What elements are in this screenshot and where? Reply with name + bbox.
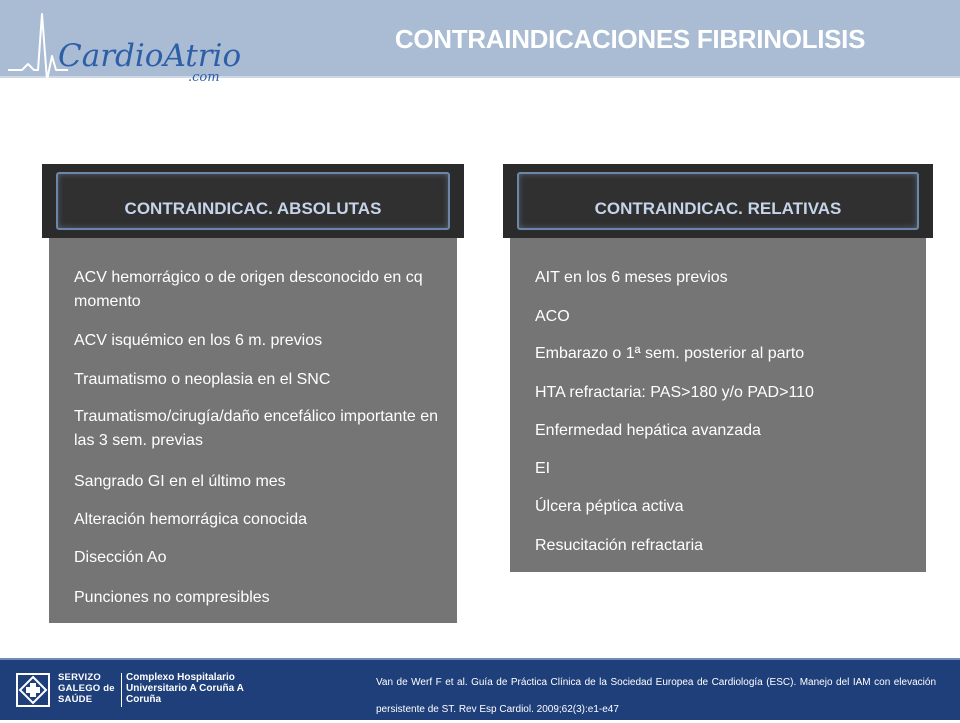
list-item: Resucitación refractaria — [535, 537, 704, 554]
org-name-hospital: Complexo Hospitalario Universitario A Coruña A Coruña — [126, 672, 244, 705]
cardioatrio-logo — [8, 4, 242, 85]
list-item: Sangrado GI en el último mes — [74, 473, 286, 490]
list-item: Punciones no compresibles — [74, 589, 270, 606]
absolutas-list — [49, 238, 457, 623]
page-title: CONTRAINDICACIONES FIBRINOLISIS — [394, 24, 866, 54]
absolutas-header — [42, 164, 464, 238]
list-item: ACV isquémico en los 6 m. previos — [74, 332, 323, 349]
list-item: ACV hemorrágico o de origen desconocido en cq momento — [74, 269, 423, 310]
org-name-sergas: SERVIZO GALEGO de SAÚDE — [58, 672, 115, 705]
absolutas-header-frame — [56, 172, 450, 230]
sergas-logo-icon — [16, 673, 50, 707]
list-item: AIT en los 6 meses previos — [535, 269, 728, 286]
relativas-header — [503, 164, 933, 238]
list-item: Embarazo o 1ª sem. posterior al parto — [535, 345, 805, 362]
absolutas-heading: CONTRAINDICAC. ABSOLUTAS — [124, 199, 382, 218]
list-item: Úlcera péptica activa — [535, 498, 684, 515]
list-item: Disección Ao — [74, 549, 167, 566]
list-item: Traumatismo o neoplasia en el SNC — [74, 371, 331, 388]
list-item: Enfermedad hepática avanzada — [535, 422, 761, 439]
relativas-header-frame — [517, 172, 919, 230]
relativas-heading: CONTRAINDICAC. RELATIVAS — [594, 199, 842, 218]
logo-name: CardioAtrio — [58, 38, 242, 74]
org-divider — [121, 673, 122, 707]
relativas-list — [510, 238, 926, 572]
list-item: HTA refractaria: PAS>180 y/o PAD>110 — [535, 384, 814, 401]
list-item: EI — [535, 460, 551, 477]
bibliographic-reference: Van de Werf F et al. Guía de Práctica Clínica de la Sociedad Europea de Cardiología (ESC). Manejo del IAM con elevación persistente de ST. Rev Esp Cardiol. 2009;62(3):e1-e47 — [376, 677, 936, 715]
list-item: Traumatismo/cirugía/daño encefálico importante en las 3 sem. previas — [74, 408, 439, 449]
list-item: ACO — [535, 308, 570, 325]
logo-suffix: .com — [188, 70, 220, 85]
list-item: Alteración hemorrágica conocida — [74, 511, 308, 528]
